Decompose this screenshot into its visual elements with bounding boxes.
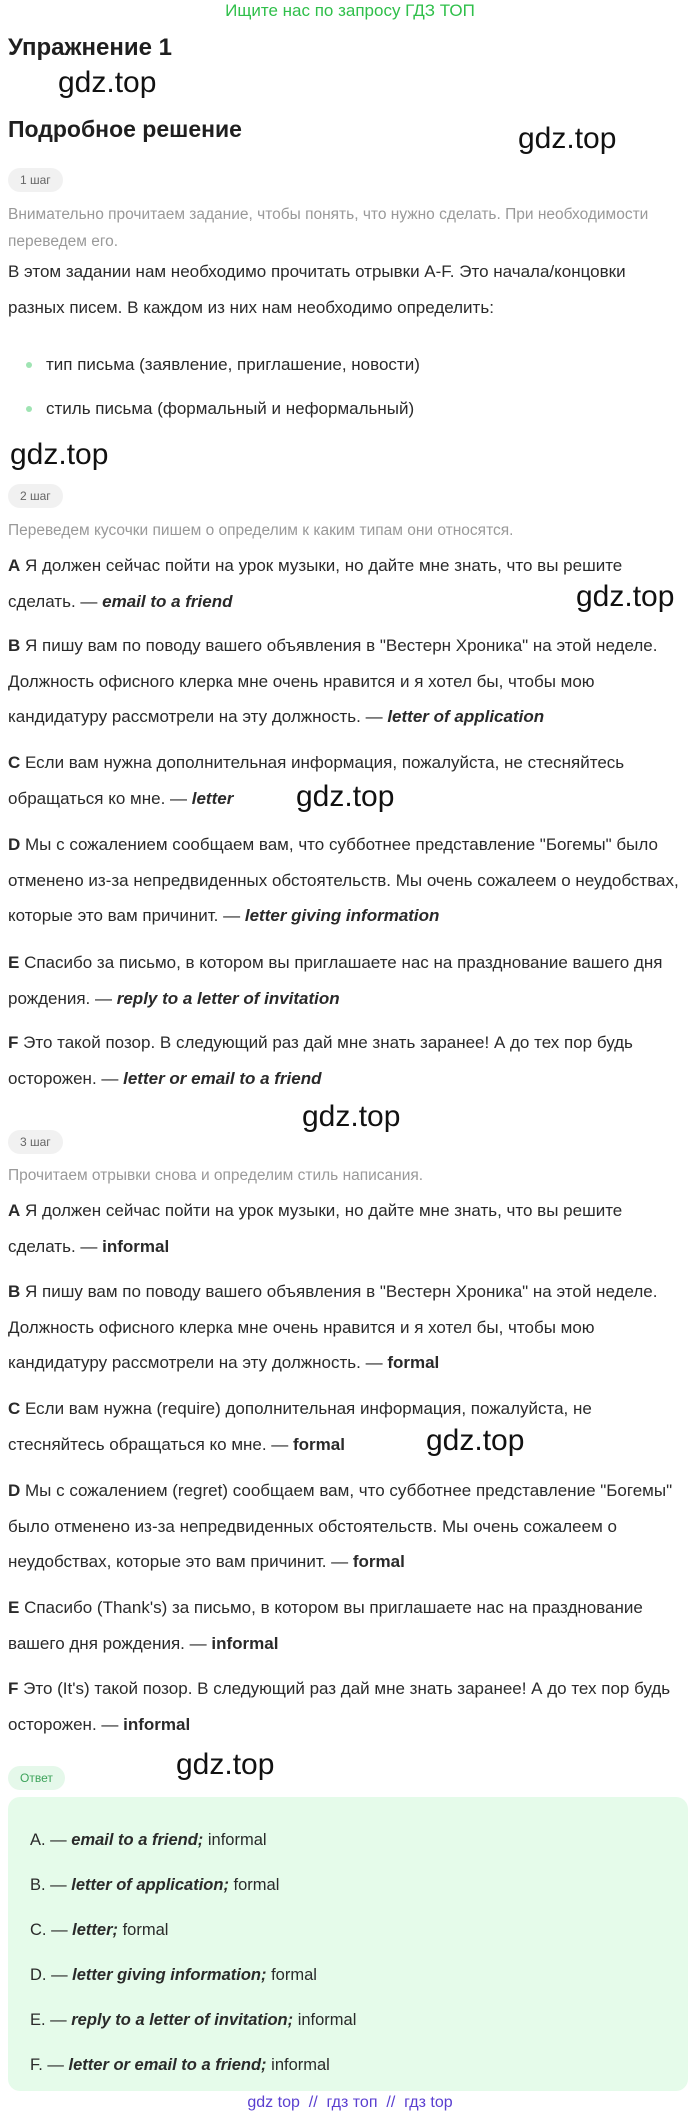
answer-style: informal [266, 2056, 330, 2074]
answer-box [8, 1797, 688, 2091]
passage-text: Мы с сожалением (regret) сообщаем вам, что субботнее представление "Богемы" было отменено из-за непредвиденных обстоятельств. Мы очень сожалеем о неудобствах, которые это вам причинит. — [8, 1481, 673, 1571]
passage-text: Я должен сейчас пойти на урок музыки, но дайте мне знать, что вы решите сделать. — [8, 556, 623, 611]
passage-answer: formal [387, 1353, 440, 1372]
bullet-dot [26, 362, 32, 368]
passage-e [8, 945, 686, 1016]
passage-a [8, 548, 686, 619]
answer-row [30, 1831, 267, 1850]
passage-b [8, 1274, 686, 1381]
answer-prefix: D. — [30, 1966, 73, 1984]
passage-f [8, 1025, 686, 1096]
answer-row [30, 1876, 279, 1895]
passage-d [8, 827, 686, 934]
footer-links[interactable]: gdz top // гдз топ // гдз top [247, 2094, 453, 2111]
passage-answer: letter giving information [244, 906, 440, 925]
passage-text: Я пишу вам по поводу вашего объявления в "Вестерн Хроника" на этой неделе. Должность офисного клерка мне очень нравится и я хотел бы, чтобы мою кандидатуру рассмотрели на эту должность. — [8, 1282, 658, 1372]
passage-a [8, 1193, 686, 1264]
passage-answer: informal [123, 1714, 191, 1734]
passage-c [8, 1391, 686, 1462]
answer-style: informal [203, 1831, 267, 1849]
passage-letter: D [8, 1481, 21, 1500]
step-badge: 3 шаг [8, 1130, 63, 1154]
passage-answer: formal [293, 1434, 345, 1454]
passage-answer: letter or email to a friend [123, 1068, 322, 1088]
passage-text: Это такой позор. В следующий раз дай мне знать заранее! А до тех пор будь осторожен. — [8, 1033, 633, 1088]
passage-text: Мы с сожалением сообщаем вам, что субботнее представление "Богемы" было отменено из-за непредвиденных обстоятельств. Мы очень сожалеем о неудобствах, которые это вам причинит. — [8, 835, 679, 925]
passage-c [8, 745, 686, 816]
watermark: gdz.top [426, 1424, 525, 1457]
answer-type: letter giving information; [72, 1966, 267, 1984]
watermark: gdz.top [10, 438, 109, 471]
step-note: Переведем кусочки пишем о определим к каким типам они относятся. [8, 522, 514, 539]
answer-style: formal [228, 1876, 280, 1894]
passage-text: Спасибо за письмо, в котором вы приглашаете нас на празднование вашего дня рождения. — [8, 953, 663, 1008]
passage-e [8, 1590, 686, 1661]
watermark: gdz.top [518, 122, 617, 155]
watermark: gdz.top [576, 580, 675, 613]
answer-prefix: B. — [30, 1876, 72, 1894]
passage-text: Это (It's) такой позор. В следующий раз дай мне знать заранее! А до тех пор будь осторожен. — [8, 1679, 671, 1734]
bullet-item [20, 387, 420, 431]
answer-row [30, 1921, 168, 1940]
passage-text: Спасибо (Thank's) за письмо, в котором вы приглашаете нас на празднование вашего дня рождения. — [8, 1598, 643, 1653]
passage-letter: C [8, 1399, 21, 1418]
answer-prefix: F. — [30, 2056, 69, 2074]
answer-style: formal [118, 1921, 169, 1939]
passage-letter: F [8, 1033, 19, 1052]
answer-type: letter; [72, 1921, 119, 1939]
answer-type: letter or email to a friend; [68, 2056, 267, 2074]
passage-answer: informal [102, 1236, 170, 1256]
step-badge: 1 шаг [8, 168, 63, 192]
passage-text: Я пишу вам по поводу вашего объявления в "Вестерн Хроника" на этой неделе. Должность офисного клерка мне очень нравится и я хотел бы, чтобы мою кандидатуру рассмотрели на эту должность. — [8, 636, 658, 726]
answer-prefix: E. — [30, 2011, 72, 2029]
answer-row [30, 1966, 317, 1985]
passage-text: Если вам нужна дополнительная информация, пожалуйста, не стесняйтесь обращаться ко мне. — [8, 753, 625, 808]
top-banner[interactable]: Ищите нас по запросу ГДЗ ТОП [225, 1, 475, 20]
passage-answer: email to a friend [102, 591, 233, 611]
passage-letter: D [8, 835, 21, 854]
answer-prefix: C. — [30, 1921, 73, 1939]
answer-row [30, 2011, 356, 2030]
bullet-text: стиль письма (формальный и неформальный) [46, 399, 415, 418]
passage-b [8, 628, 686, 735]
passage-answer: informal [211, 1633, 279, 1653]
passage-letter: E [8, 953, 20, 972]
answer-type: letter of application; [71, 1876, 229, 1894]
passage-text: Если вам нужна (require) дополнительная информация, пожалуйста, не стесняйтесь обращаться ко мне. — [8, 1399, 592, 1454]
passage-answer: reply to a letter of invitation [116, 988, 340, 1008]
answer-style: formal [266, 1966, 317, 1984]
passage-letter: F [8, 1679, 19, 1698]
answer-row [30, 2056, 330, 2075]
bullet-item [20, 343, 420, 387]
answer-prefix: A. — [30, 1831, 72, 1849]
passage-letter: E [8, 1598, 20, 1617]
bullet-list [20, 343, 420, 431]
answer-type: email to a friend; [71, 1831, 204, 1849]
step-note: Прочитаем отрывки снова и определим стиль написания. [8, 1167, 424, 1184]
passage-letter: B [8, 636, 21, 655]
passage-letter: B [8, 1282, 21, 1301]
step-text: В этом задании нам необходимо прочитать отрывки A-F. Это начала/концовки разных писем. В каждом из них нам необходимо определить: [8, 262, 626, 317]
step-note: Внимательно прочитаем задание, чтобы понять, что нужно сделать. При необходимости переведем его. [8, 206, 649, 250]
passage-answer: letter [191, 788, 234, 808]
passage-answer: formal [352, 1552, 405, 1571]
step-badge: 2 шаг [8, 484, 63, 508]
passage-letter: C [8, 753, 21, 772]
bullet-dot [26, 406, 32, 412]
answer-style: informal [293, 2011, 357, 2029]
watermark: gdz.top [296, 780, 395, 813]
watermark: gdz.top [58, 66, 157, 99]
passage-letter: A [8, 1201, 21, 1220]
watermark: gdz.top [302, 1100, 401, 1133]
answer-badge: Ответ [8, 1766, 65, 1790]
passage-answer: letter of application [387, 707, 545, 726]
page-title: Упражнение 1 [8, 34, 172, 61]
passage-d [8, 1473, 686, 1580]
passage-f [8, 1671, 686, 1742]
passage-letter: A [8, 556, 21, 575]
bullet-text: тип письма (заявление, приглашение, новости) [46, 355, 420, 374]
answer-type: reply to a letter of invitation; [71, 2011, 294, 2029]
watermark: gdz.top [176, 1748, 275, 1781]
passage-text: Я должен сейчас пойти на урок музыки, но дайте мне знать, что вы решите сделать. — [8, 1201, 623, 1256]
section-title: Подробное решение [8, 116, 242, 142]
